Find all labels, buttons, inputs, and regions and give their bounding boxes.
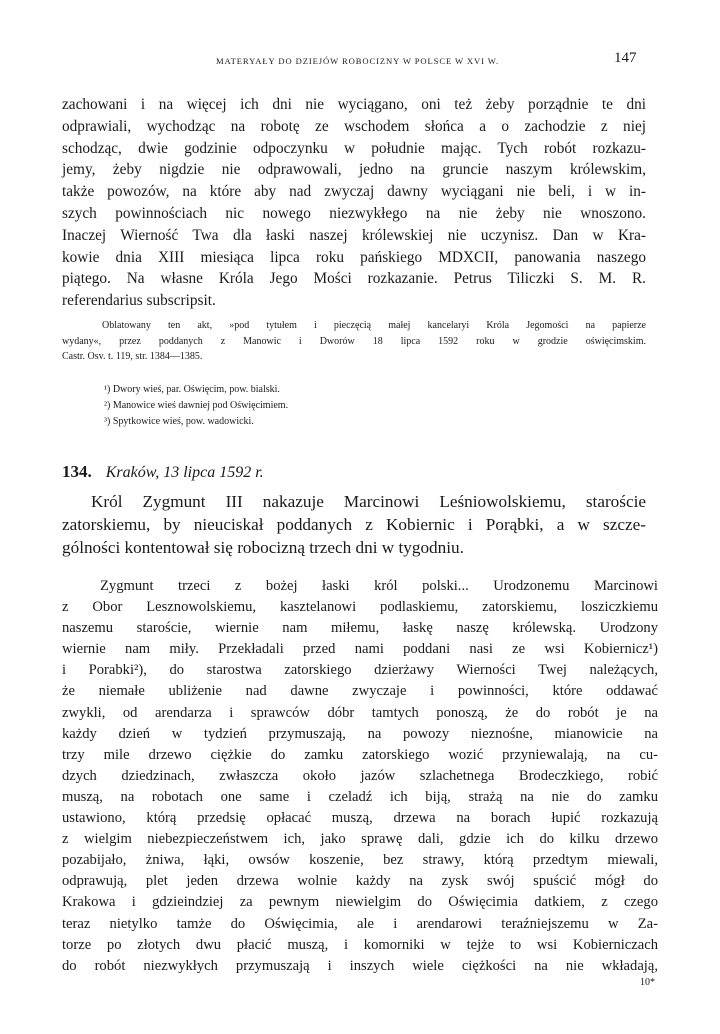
text-line: schodząc, dwie godzinie odpoczynku w południe mając. Tych robót rozkazu-: [62, 139, 646, 157]
summary-line: gólności kontentował się robocizną trzech dni w tygodniu.: [62, 537, 464, 557]
text-line: z Obor Lesznowolskiemu, kasztelanowi podlaskiemu, zatorskiemu, losziczkiemu: [62, 599, 658, 616]
text-line: Krakowa i gdzieindziej za pewnym niewielgim do Oświęcimia datkiem, z czego: [62, 894, 658, 911]
document-text: [62, 576, 658, 977]
text-line: kowie dnia XIII miesiąca lipca roku pańskiego MDXCII, panowania naszego: [62, 248, 646, 266]
text-line: ustawiono, którą przedsię opłacać muszą, drzewa na borach łupić rozkazują: [62, 810, 658, 827]
page-number: 147: [614, 50, 637, 66]
text-line: odprawują, plet jeden drzewa wolnie każdy na zysk swój spuścić mógł do: [62, 873, 658, 890]
text-line: szych powinnościach nic nowego niezwykłego na nie żeby nie wnoszono.: [62, 204, 646, 222]
document-heading: [62, 462, 264, 482]
footnote: ²) Manowice wieś dawniej pod Oświęcimiem.: [104, 400, 289, 411]
source-note: [62, 318, 646, 365]
text-line: torze po złotych dwu płacić muszą, i komorniki w tejże to wsi Kobierniczach: [62, 936, 658, 953]
text-line: z wielgim niebezpieczeństwem ich, jako sprawę dali, gdzie ich do kilku drzewo: [62, 831, 658, 848]
text-line: referendarius subscripsit.: [62, 292, 216, 310]
text-line: Inaczej Wierność Twa dla łaski naszej królewskiej nie uczynisz. Dan w Kra-: [62, 226, 646, 244]
text-line: zachowani i na więcej ich dni nie wyciągano, oni też żeby porządnie te dni: [62, 96, 646, 113]
text-line: każdy dzień w tydzień przymuszają, na powozy nieznośne, mianowicie na: [62, 725, 658, 742]
text-line: trzy mile drzewo ciężkie do zamku zatorskiego wozić przyniewalają, na cu-: [62, 746, 658, 763]
text-line: naszemu staroście, wiernie nam miłemu, łaskę naszę królewską. Urodzony: [62, 620, 658, 637]
document-summary: [62, 491, 646, 559]
footnote: ¹) Dwory wieś, par. Oświęcim, pow. bialski.: [104, 384, 280, 395]
document-place: Kraków,: [105, 464, 160, 481]
text-line: dzych dziedzinach, zwłaszcza około jazów szlachetnega Brodeczkiego, robić: [62, 767, 658, 784]
note-line: Castr. Osv. t. 119, str. 1384—1385.: [62, 351, 203, 362]
text-line: że niemałe ubliżenie nad dawne zwyczaje i powinności, które oddawać: [62, 683, 658, 700]
text-line: muszą, na robotach one same i czeladź ich biją, strażą na nie do zamku: [62, 788, 658, 805]
document-date: 13 lipca 1592 r.: [163, 464, 264, 481]
footnote: ³) Spytkowice wieś, pow. wadowicki.: [104, 416, 254, 427]
text-line: teraz nietylko tamże do Oświęcimia, ale i arendarowi teraźniejszemu w Za-: [62, 915, 658, 932]
text-line: zwykli, od arendarza i sprawców dóbr tamtych ponoszą, że do robót je na: [62, 704, 658, 721]
note-line: wydany«, przez poddanych z Manowic i Dworów 18 lipca 1592 roku w grodzie oświęcimskim.: [62, 335, 646, 347]
text-line: pozabijało, żniwa, łąki, owsów koszenie, bez strawy, którą przedtym miewali,: [62, 852, 658, 869]
text-line: i Porabki²), do starostwa zatorskiego dzierżawy Wierności Twej należących,: [62, 662, 658, 679]
summary-line: Król Zygmunt III nakazuje Marcinowi Leśniowolskiemu, staroście: [91, 492, 646, 511]
signature-mark: 10*: [640, 977, 655, 988]
text-line: Zygmunt trzeci z bożej łaski król polski... Urodzonemu Marcinowi: [100, 578, 658, 594]
running-title: MATERYAŁY DO DZIEJÓW ROBOCIZNY W POLSCE W XVI W.: [215, 56, 500, 66]
note-line: Oblatowany ten akt, »pod tytułem i pieczęcią małej kancelaryi Króla Jegomości na papierze: [102, 320, 646, 331]
footnotes: [104, 382, 288, 430]
text-line: jemy, żeby nigdzie nie odprawowali, jedno na gruncie naszym królewskim,: [62, 161, 646, 179]
document-number: 134.: [62, 462, 92, 481]
text-line: odprawiali, wychodząc na robotę ze wschodem słońca a o zachodzie z niej: [62, 117, 646, 135]
text-line: piątego. Na własne Króla Jego Mości rozkazanie. Petrus Tiliczki S. M. R.: [62, 270, 646, 288]
text-line: także powozów, na które aby nad zwyczaj dawny wyciągani nie beli, i w in-: [62, 183, 646, 201]
paragraph-continuation: [62, 94, 646, 312]
summary-line: zatorskiemu, by nieuciskał poddanych z Kobiernic i Porąbki, a w szcze-: [62, 514, 646, 534]
text-line: wiernie nam miły. Przekładali przed nami poddani nasi ze wsi Kobiernicz¹): [62, 641, 658, 658]
text-line: do robót niezwykłych przymuszają i inszych wiele ciężkości na nie wkładają,: [62, 957, 658, 974]
